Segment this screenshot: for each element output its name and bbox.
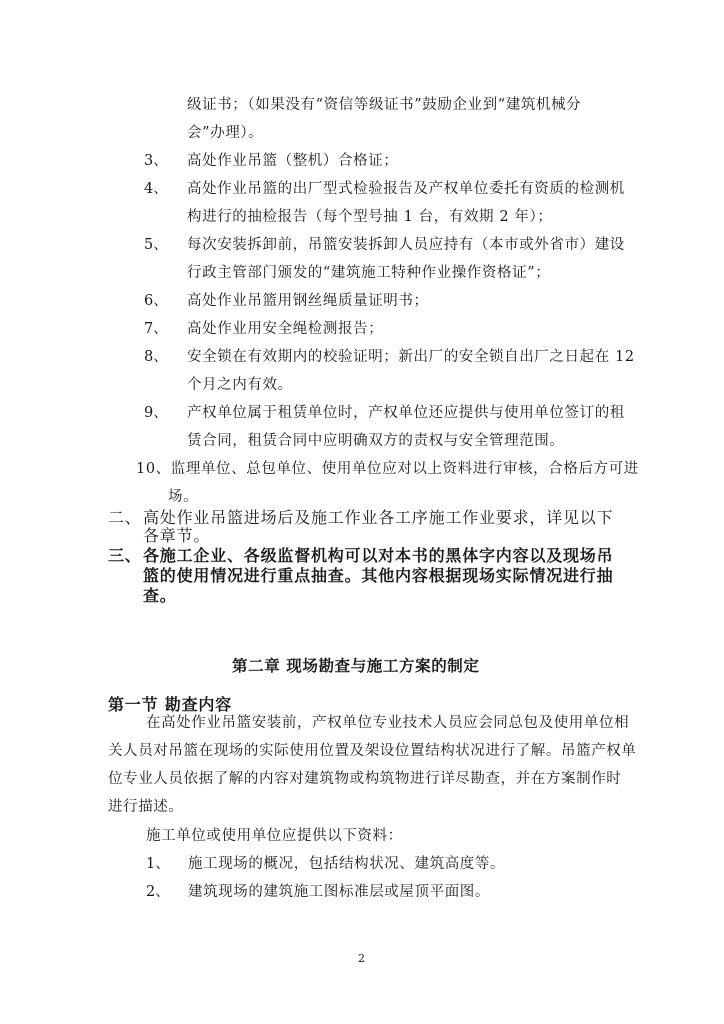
page-number: 2 <box>358 952 365 965</box>
list-number: 1、 <box>146 856 170 872</box>
list-item-text: 施工现场的概况，包括结构状况、建筑高度等。 <box>188 856 506 872</box>
list-number: 2、 <box>146 884 170 900</box>
section-text-bold: 各施工企业、各级监督机构可以对本书的黑体字内容以及现场吊 <box>143 546 614 565</box>
list-item-text: 10、监理单位、总包单位、使用单位应对以上资料进行审核，合格后方可进 <box>136 461 639 477</box>
list-number: 8、 <box>144 349 168 365</box>
list-item-text: 高处作业用安全绳检测报告； <box>187 321 384 337</box>
paragraph-line: 关人员对吊篮在现场的实际使用位置及架设位置结构状况进行了解。吊篮产权单 <box>108 743 637 759</box>
subsection-title: 第一节 勘查内容 <box>108 695 232 714</box>
section-number: 三、 <box>108 546 142 565</box>
paragraph-line: 在高处作业吊篮安装前，产权单位专业技术人员应会同总包及使用单位相 <box>146 715 630 731</box>
list-item-text: 安全锁在有效期内的校验证明；新出厂的安全锁自出厂之日起在 12 <box>187 349 635 365</box>
list-item-text: 场。 <box>168 489 199 505</box>
paragraph-line: 进行描述。 <box>108 799 184 815</box>
list-item-text: 构进行的抽检报告（每个型号抽 1 台，有效期 2 年）； <box>187 209 553 225</box>
list-item-text: 产权单位属于租赁单位时，产权单位还应提供与使用单位签订的租 <box>187 405 625 421</box>
text-line: 会”办理）。 <box>187 125 264 141</box>
list-number: 9、 <box>144 405 168 421</box>
list-item-text: 高处作业吊篮的出厂型式检验报告及产权单位委托有资质的检测机 <box>187 181 625 197</box>
list-item-text: 高处作业吊篮（整机）合格证； <box>187 153 399 169</box>
list-number: 7、 <box>144 321 168 337</box>
section-text: 高处作业吊篮进场后及施工作业各工序施工作业要求，详见以下 <box>143 508 614 527</box>
list-number: 5、 <box>144 237 168 253</box>
section-text-bold: 篮的使用情况进行重点抽查。其他内容根据现场实际情况进行抽 <box>143 566 614 585</box>
text-line: 级证书；（如果没有“资信等级证书”鼓励企业到“建筑机械分 <box>187 97 582 113</box>
list-item-text: 高处作业吊篮用钢丝绳质量证明书； <box>187 293 429 309</box>
section-number: 二、 <box>108 508 142 527</box>
section-text: 各章节。 <box>143 526 211 545</box>
list-number: 6、 <box>144 293 168 309</box>
list-item-text: 建筑现场的建筑施工图标准层或屋顶平面图。 <box>188 884 490 900</box>
list-item-text: 个月之内有效。 <box>187 377 293 393</box>
list-item-text: 每次安装拆卸前，吊篮安装拆卸人员应持有（本市或外省市）建设 <box>187 237 625 253</box>
paragraph-line: 位专业人员依据了解的内容对建筑物或构筑物进行详尽勘查，并在方案制作时 <box>108 771 622 787</box>
list-item-text: 行政主管部门颁发的“建筑施工特种作业操作资格证”； <box>187 265 551 281</box>
list-number: 3、 <box>144 153 168 169</box>
chapter-title: 第二章 现场勘查与施工方案的制定 <box>232 656 480 675</box>
list-number: 4、 <box>144 181 168 197</box>
list-item-text: 赁合同，租赁合同中应明确双方的责权与安全管理范围。 <box>187 433 565 449</box>
section-text-bold: 查。 <box>143 586 177 605</box>
materials-intro: 施工单位或使用单位应提供以下资料： <box>146 828 403 844</box>
